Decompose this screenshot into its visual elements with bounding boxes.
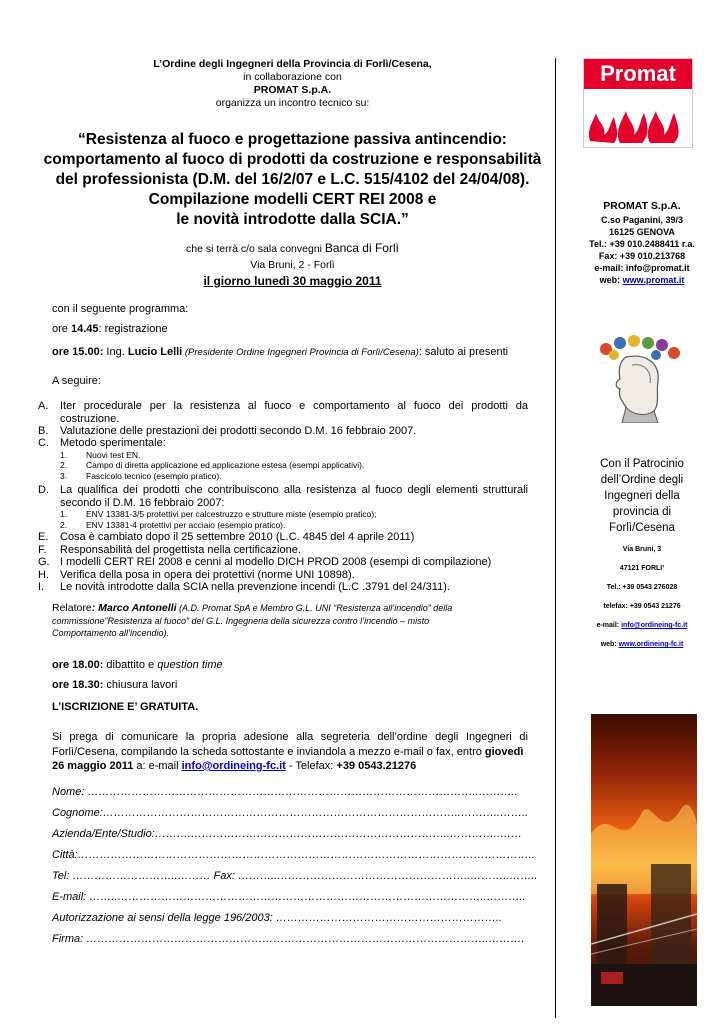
list-item: G. I modelli CERT REI 2008 e cenni al modello DICH PROD 2008 (esempi di compilazione) <box>38 556 492 568</box>
form-field-cognome[interactable]: Cognome:……………………………………………………………………………………..………..…….. <box>52 807 529 819</box>
closing-time: ore 18.30: chiusura lavori <box>52 679 178 691</box>
list-item: D. La qualifica dei prodotti che contribuiscono alla resistenza al fuoco degli elementi strutturali secondo il D.M. 16 febbraio 2007: 1. ENV 13381-3/5 protettivi per calcestruzzo e strutture miste (esempio pratico); 2. ENV 13381-4 protettivi per acciaio (esempio pratico). <box>38 484 528 530</box>
venue-line2: Via Bruni, 2 - Forlì <box>250 259 335 271</box>
speaker-label: Relatore <box>52 602 92 614</box>
promat-logo <box>583 58 693 148</box>
list-item: E. Cosa è cambiato dopo il 25 settembre 2010 (L.C. 4845 del 4 aprile 2011) <box>38 531 415 543</box>
form-field-tel-fax[interactable]: Tel: ………………………..……… Fax: ………..……………………………………………..………..…….. <box>52 870 538 882</box>
registration-info: Si prega di comunicare la propria adesione alla segreteria dell’ordine degli Ingegneri di Forlì/Cesena, compilando la scheda sottostante e inviandola a mezzo e-mail o fax, entro giovedì 26 maggio 2011 a: e-mail info@ordineing-fc.it - Telefax: +39 0543.21276 <box>52 731 528 772</box>
form-field-citta[interactable]: Città:…………………………………………………………………………………………………………….. <box>52 849 535 861</box>
header-line1: L’Ordine degli Ingegneri della Provincia di Forlì/Cesena, <box>153 58 432 70</box>
fire-scene-icon <box>591 714 697 1006</box>
list-item: H. Verifica della posa in opera dei protettivi (norme UNI 10898). <box>38 568 355 581</box>
header-line2: in collaborazione con <box>243 71 342 83</box>
list-item: B. Valutazione delle prestazioni dei prodotti secondo D.M. 16 febbraio 2007. <box>38 425 417 437</box>
program-opening: ore 15.00: Ing. Lucio Lelli (Presidente Ordine Ingegneri Provincia di Forlì/Cesena): saluto ai presenti <box>52 346 509 358</box>
email-link[interactable]: info@ordineing-fc.it <box>181 760 286 772</box>
program-registration: ore 14.45: registrazione <box>52 323 168 335</box>
promat-contact: PROMAT S.p.A. C.so Paganini, 39/3 16125 GENOVA Tel.: +39 010.2488411 r.a. Fax: +39 010.213768 e-mail: info@promat.it web: www.promat.it <box>589 200 695 285</box>
header <box>40 58 545 110</box>
venue <box>40 240 545 289</box>
title-line3: del professionista (D.M. del 16/2/07 e L.C. 515/4102 del 24/04/08). <box>55 171 530 188</box>
patronage: Con il Patrocinio dell’Ordine degli Ingegneri della provincia di Forlì/Cesena Via Bruni, 3 47121 FORLI’ Tel.: +39 0543 276028 telefax: +39 0543 21276 e-mail: info@ordineing-fc.it web: www.ordineing-fc.it <box>596 458 688 648</box>
order-email-link[interactable]: info@ordineing-fc.it <box>621 622 688 629</box>
form-field-azienda[interactable]: Azienda/Ente/Studio:……….……………………………………………………………..…………..…… <box>52 828 523 840</box>
form-field-firma[interactable]: Firma: ………………………………………………………………………………………………..………. <box>52 933 525 945</box>
header-line4: organizza un incontro tecnico su: <box>215 97 370 109</box>
title-line1: “Resistenza al fuoco e progettazione passiva antincendio: <box>78 131 507 148</box>
promat-logo-text: Promat <box>584 59 692 89</box>
list-item: F. Responsabilità del progettista nella certificazione. <box>38 543 301 556</box>
program-intro: con il seguente programma: <box>52 303 189 315</box>
speaker: Relatore: Marco Antonelli (A.D. Promat SpA e Membro G.L. UNI “Resistenza all’incendio” della commissione”Resistenza al fuoco” del G.L. Ingegneria della sicurezza contro l’incendio – misto Comportamento all’incendio). <box>52 602 453 638</box>
list-item: A. Iter procedurale per la resistenza al fuoco e comportamento al fuoco dei prodotti da costruzione. <box>38 400 528 425</box>
form-field-email[interactable]: E-mail: ……..………………………………………………………………………………………..……….. <box>52 891 526 903</box>
header-line3: PROMAT S.p.A. <box>253 84 332 96</box>
event-title <box>30 130 555 230</box>
order-emblem <box>596 335 682 423</box>
event-date: il giorno lunedì 30 maggio 2011 <box>203 274 382 288</box>
column-divider <box>555 58 556 1018</box>
free-registration: L’ISCRIZIONE E’ GRATUITA. <box>52 701 199 713</box>
venue-line1: che si terrà c/o sala convegni <box>186 243 325 255</box>
speaker-name: : Marco Antonelli <box>91 602 177 614</box>
portrait-icon <box>596 335 682 423</box>
debate: ore 18.00: dibattito e question time <box>52 659 223 671</box>
title-line4: Compilazione modelli CERT REI 2008 e <box>148 191 437 208</box>
promat-web-link[interactable]: www.promat.it <box>622 275 685 285</box>
title-line5: le novità introdotte dalla SCIA.” <box>176 211 409 228</box>
program-list <box>38 400 528 600</box>
program-follow: A seguire: <box>52 375 101 387</box>
list-item: I. Le novità introdotte dalla SCIA nella prevenzione incendi (L.C .3791 del 24/311). <box>38 581 450 593</box>
form-field-autorizzazione[interactable]: Autorizzazione ai sensi della legge 196/2003: …………………………………………………….. <box>52 912 502 924</box>
form-field-nome[interactable]: Nome: ……………………………………………………………………………………………..……….. <box>52 786 518 798</box>
fire-photo <box>591 714 697 1006</box>
flames-icon <box>584 91 692 147</box>
venue-bank: Banca di Forlì <box>324 241 399 255</box>
order-web-link[interactable]: www.ordineing-fc.it <box>618 641 684 648</box>
list-item: C. Metodo sperimentale: 1. Nuovi test EN. 2. Campo di diretta applicazione ed applicazione estesa (esempi applicativi). 3. Fascicolo tecnico (esempio pratico). <box>38 437 365 481</box>
title-line2: comportamento al fuoco di prodotti da costruzione e responsabilità <box>43 151 542 168</box>
